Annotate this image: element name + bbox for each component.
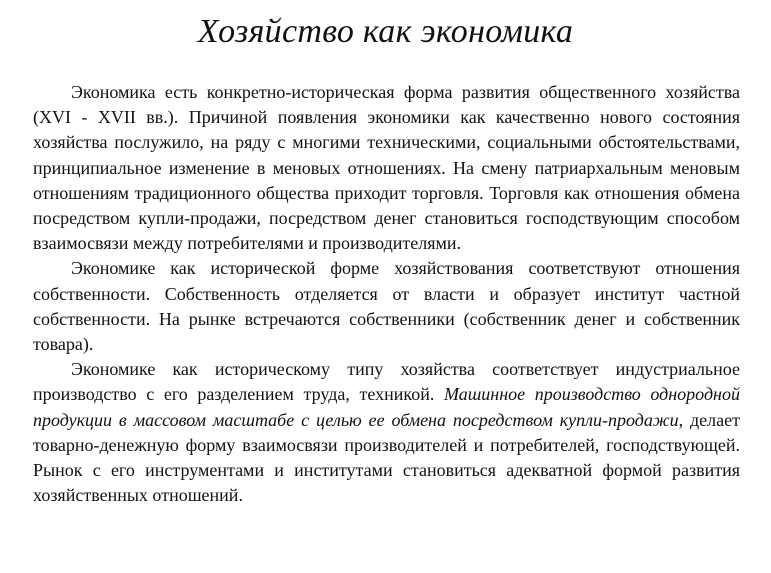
- paragraph-industrial-production-lead: Экономике как историческому типу хозяйства соответствует индустриальное производство с его разделением труда, техникой.: [33, 359, 740, 405]
- slide-title: Хозяйство как экономика: [197, 13, 574, 50]
- paragraph-industrial-production-tail: , делает товарно-денежную форму взаимосвязи производителей и потребителей, господствующей. Рынок с его инструментами и институтами становиться адекватной формой развития хозяйственных отношений.: [33, 409, 740, 506]
- paragraph-property-relations: Экономике как исторической форме хозяйствования соответствуют отношения собственности. Собственность отделяется от власти и образует институт частной собственности. На рынке встречаются собственники (собственник денег и собственник товара).: [33, 258, 740, 355]
- paragraph-industrial-production: [33, 357, 740, 508]
- slide-body: [33, 80, 740, 508]
- paragraph-industrial-production-emphasis: Машинное производство однородной продукции в массовом масштабе с целью ее обмена посредством купли-продажи: [33, 384, 740, 430]
- paragraph-economy-definition: Экономика есть конкретно-историческая форма развития общественного хозяйства (XVI - XVII вв.). Причиной появления экономики как качественно нового состояния хозяйства послужило, на ряду с многими техническими, социальными обстоятельствами, принципиальное изменение в меновых отношениях. На смену патриархальным меновым отношениям традиционного общества приходит торговля. Торговля как отношения обмена посредством купли-продажи, посредством денег становиться господствующим способом взаимосвязи между потребителями и производителями.: [33, 82, 740, 254]
